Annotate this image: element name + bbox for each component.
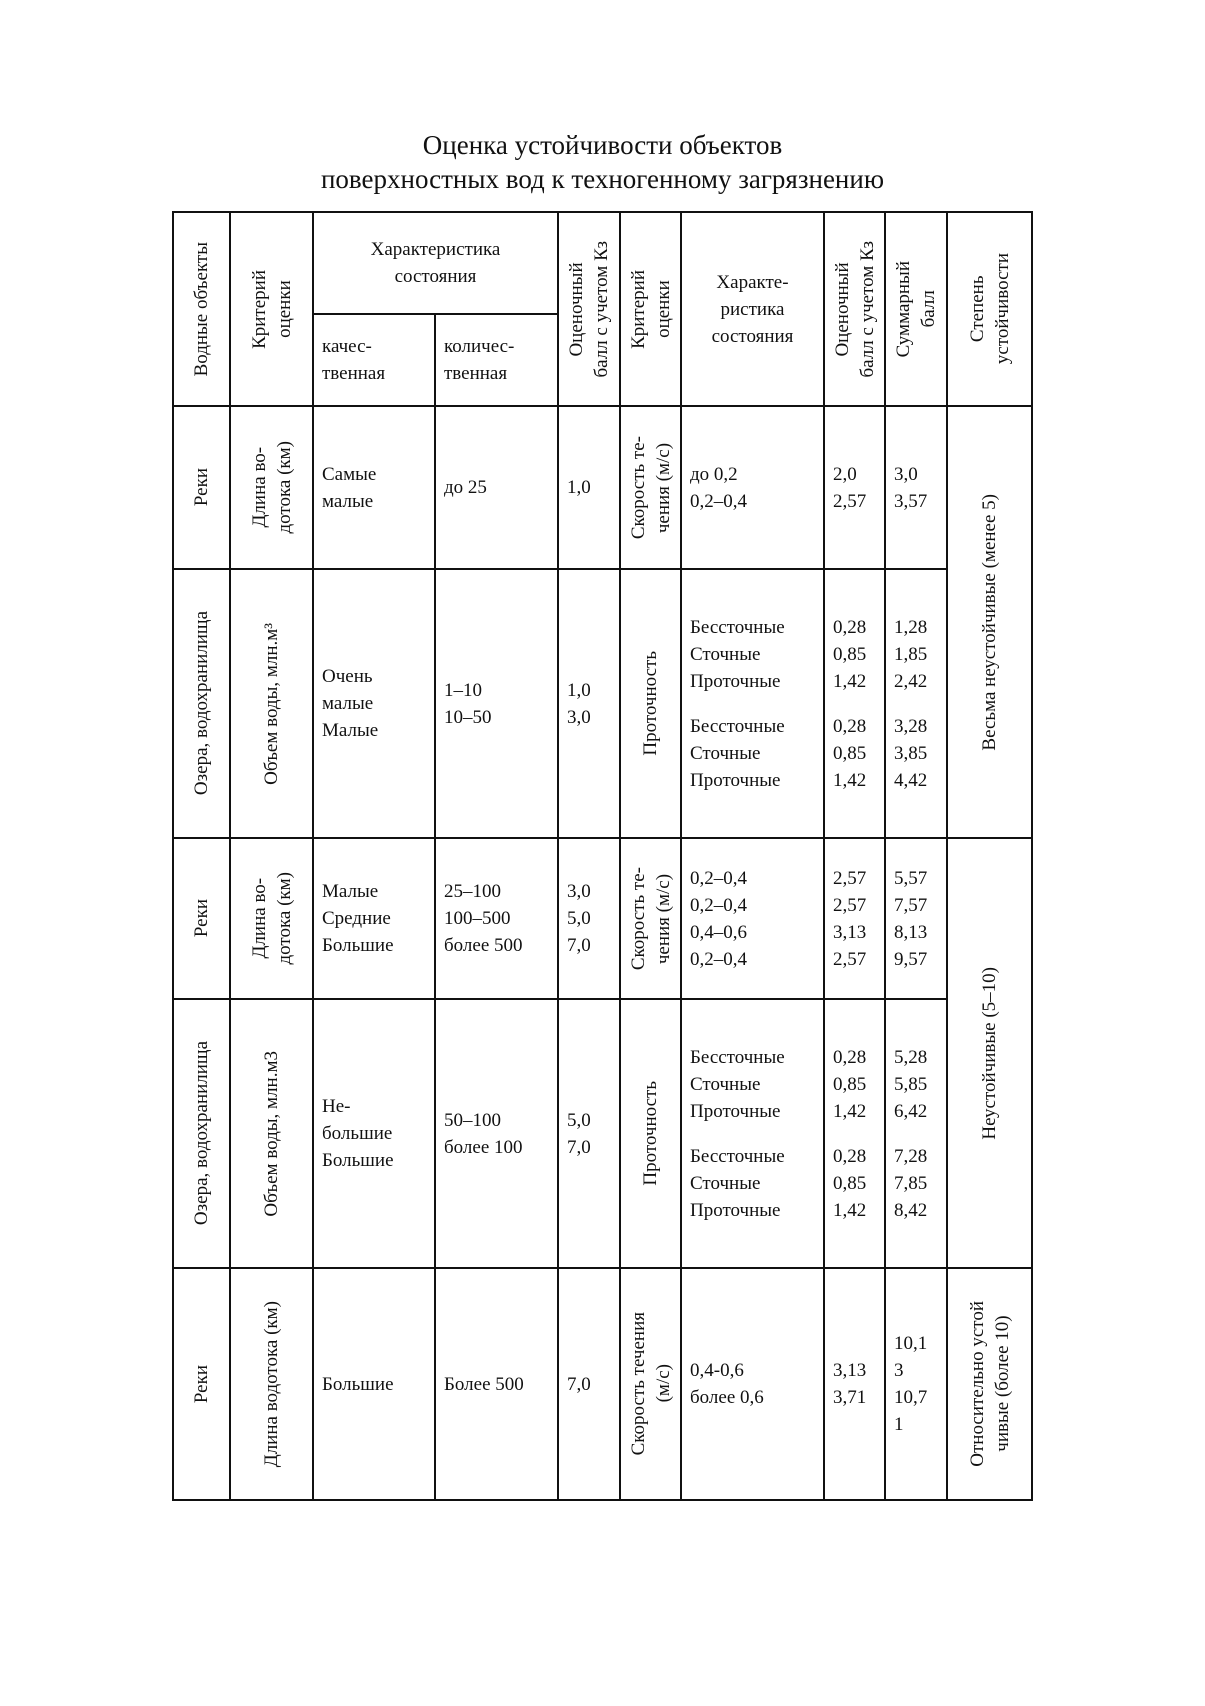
table-row xyxy=(173,1268,1032,1500)
stability-group-2: Неустойчивые (5–10) xyxy=(947,838,1032,1268)
table-row xyxy=(173,406,1032,569)
characteristic-2-cell: 0,4-0,6 более 0,6 xyxy=(681,1268,824,1500)
title-line-2: поверхностных вод к техногенному загрязнению xyxy=(320,164,885,194)
characteristic-2-cell: до 0,2 0,2–0,4 xyxy=(681,406,824,569)
header-criterion-2: Критерий оценки xyxy=(620,212,681,406)
score-2-cell: 2,57 2,57 3,13 2,57 xyxy=(824,838,885,999)
score-2-cell: 2,0 2,57 xyxy=(824,406,885,569)
water-object-cell: Реки xyxy=(173,406,230,569)
quantitative-cell: до 25 xyxy=(435,406,558,569)
water-object-cell: Реки xyxy=(173,1268,230,1500)
criterion-2-cell: Проточность xyxy=(620,569,681,838)
score-cell: 1,0 xyxy=(558,406,620,569)
characteristic-2-cell: 0,2–0,4 0,2–0,4 0,4–0,6 0,2–0,4 xyxy=(681,838,824,999)
score-cell: 5,0 7,0 xyxy=(558,999,620,1268)
table-row xyxy=(173,838,1032,999)
header-score-2: Оценочный балл с учетом Кз xyxy=(824,212,885,406)
header-state-characteristic-2: Характе- ристика состояния xyxy=(681,212,824,406)
water-object-cell: Реки xyxy=(173,838,230,999)
score-2-cell: 0,28 0,85 1,42 0,28 0,85 1,42 xyxy=(824,999,885,1268)
header-water-objects: Водные объекты xyxy=(173,212,230,406)
document-title xyxy=(0,128,1205,196)
score-cell: 7,0 xyxy=(558,1268,620,1500)
characteristic-2-cell: Бессточные Сточные Проточные Бессточные Сточные Проточные xyxy=(681,999,824,1268)
qualitative-cell: Большие xyxy=(313,1268,435,1500)
criterion-cell: Объем воды, млн.м3 xyxy=(230,999,313,1268)
quantitative-cell: 25–100 100–500 более 500 xyxy=(435,838,558,999)
characteristic-2-cell: Бессточные Сточные Проточные Бессточные Сточные Проточные xyxy=(681,569,824,838)
criterion-2-cell: Скорость те- чения (м/с) xyxy=(620,838,681,999)
total-score-cell: 10,1 3 10,7 1 xyxy=(885,1268,947,1500)
criterion-cell: Длина во- дотока (км) xyxy=(230,406,313,569)
stability-group-1: Весьма неустойчивые (менее 5) xyxy=(947,406,1032,838)
score-2-cell: 0,28 0,85 1,42 0,28 0,85 1,42 xyxy=(824,569,885,838)
criterion-cell: Длина во- дотока (км) xyxy=(230,838,313,999)
header-score-1: Оценочный балл с учетом Кз xyxy=(558,212,620,406)
quantitative-cell: Более 500 xyxy=(435,1268,558,1500)
table-row xyxy=(173,569,1032,838)
stability-table xyxy=(172,211,1033,1501)
header-stability-degree: Степень устойчивости xyxy=(947,212,1032,406)
quantitative-cell: 1–10 10–50 xyxy=(435,569,558,838)
score-cell: 3,0 5,0 7,0 xyxy=(558,838,620,999)
header-qualitative: качес- твенная xyxy=(313,314,435,406)
qualitative-cell: Малые Средние Большие xyxy=(313,838,435,999)
water-object-cell: Озера, водохранилища xyxy=(173,999,230,1268)
qualitative-cell: Очень малые Малые xyxy=(313,569,435,838)
title-line-1: Оценка устойчивости объектов xyxy=(422,130,783,160)
total-score-cell: 5,57 7,57 8,13 9,57 xyxy=(885,838,947,999)
criterion-cell: Длина водотока (км) xyxy=(230,1268,313,1500)
score-2-cell: 3,13 3,71 xyxy=(824,1268,885,1500)
stability-group-3: Относительно устой чивые (более 10) xyxy=(947,1268,1032,1500)
header-state-characteristic: Характеристика состояния xyxy=(313,212,558,314)
score-cell: 1,0 3,0 xyxy=(558,569,620,838)
criterion-2-cell: Скорость течения (м/с) xyxy=(620,1268,681,1500)
header-total-score: Суммарный балл xyxy=(885,212,947,406)
header-quantitative: количес- твенная xyxy=(435,314,558,406)
qualitative-cell: Самые малые xyxy=(313,406,435,569)
total-score-cell: 3,0 3,57 xyxy=(885,406,947,569)
criterion-2-cell: Скорость те- чения (м/с) xyxy=(620,406,681,569)
total-score-cell: 1,28 1,85 2,42 3,28 3,85 4,42 xyxy=(885,569,947,838)
total-score-cell: 5,28 5,85 6,42 7,28 7,85 8,42 xyxy=(885,999,947,1268)
header-criterion-1: Критерий оценки xyxy=(230,212,313,406)
quantitative-cell: 50–100 более 100 xyxy=(435,999,558,1268)
criterion-2-cell: Проточность xyxy=(620,999,681,1268)
water-object-cell: Озера, водохранилища xyxy=(173,569,230,838)
table-row xyxy=(173,999,1032,1268)
criterion-cell: Объем воды, млн.м³ xyxy=(230,569,313,838)
qualitative-cell: Не- большие Большие xyxy=(313,999,435,1268)
